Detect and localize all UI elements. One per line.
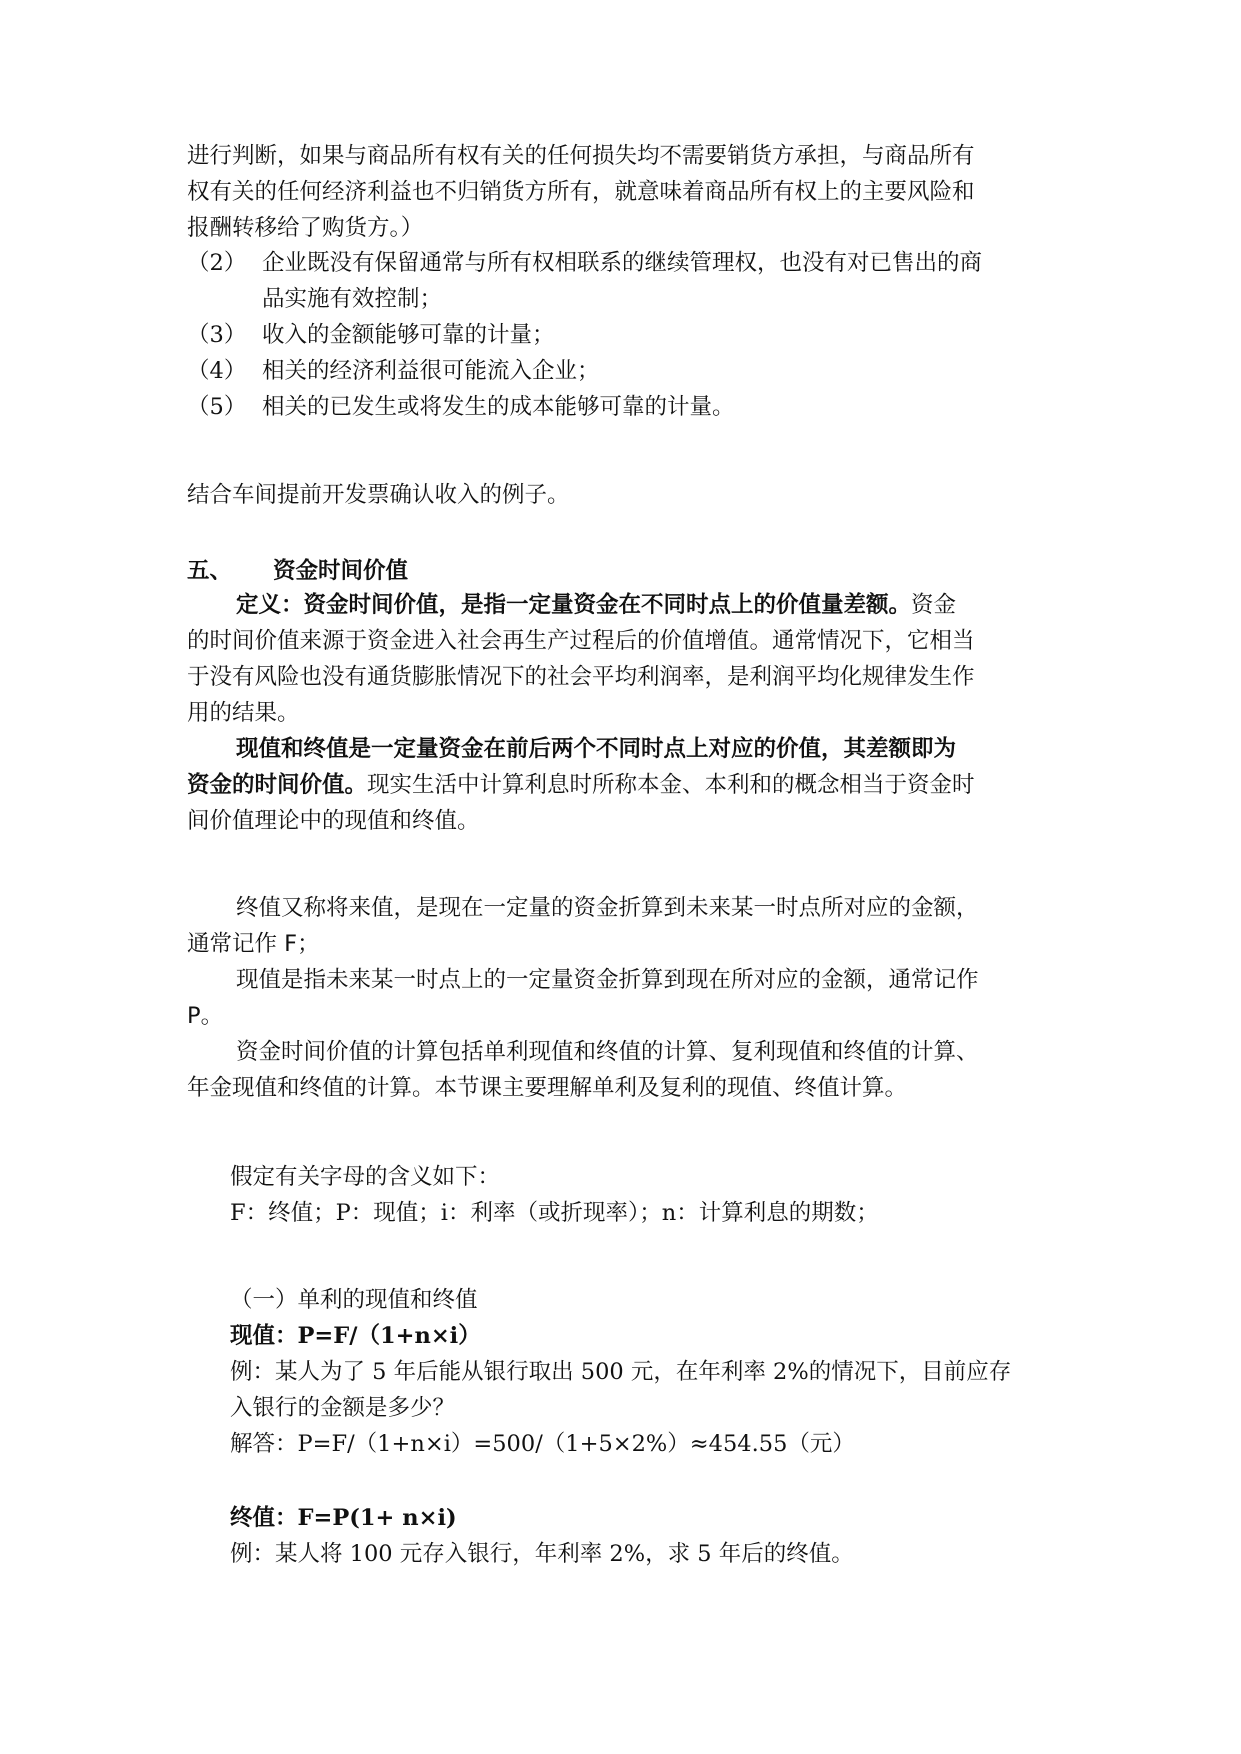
condition-2-line-1: 企业既没有保留通常与所有权相联系的继续管理权，也没有对已售出的商 (262, 250, 983, 276)
pv-fv-rest: 现实生活中计算利息时所称本金、本利和的概念相当于资金时 (367, 772, 975, 798)
definition-line-2: 的时间价值来源于资金进入社会再生产过程后的价值增值。通常情况下，它相当 (187, 628, 975, 654)
intro-line-1: 进行判断，如果与商品所有权有关的任何损失均不需要销货方承担，与商品所有 (187, 143, 975, 169)
condition-3-number: （3） (187, 322, 247, 348)
section-title: 资金时间价值 (273, 558, 409, 584)
intro-line-2: 权有关的任何经济利益也不归销货方所有，就意味着商品所有权上的主要风险和 (187, 179, 975, 205)
condition-4-text: 相关的经济利益很可能流入企业； (262, 358, 600, 384)
pv-def-line-1: 现值是指未来某一时点上的一定量资金折算到现在所对应的金额，通常记作 (236, 967, 979, 993)
definition-bold: 定义：资金时间价值，是指一定量资金在不同时点上的价值量差额。 (236, 592, 912, 618)
pv-def-line-2: P。 (187, 1003, 224, 1029)
intro-line-3: 报酬转移给了购货方。） (187, 215, 424, 241)
symbols-list: F：终值；P：现值；i：利率（或折现率）；n：计算利息的期数； (230, 1200, 879, 1226)
pv-answer: 解答：P=F/（1+n×i）=500/（1+5×2%）≈454.55（元） (230, 1431, 855, 1457)
fv-def-line-2: 通常记作 F； (187, 931, 320, 957)
condition-3-text: 收入的金额能够可靠的计量； (262, 322, 555, 348)
calc-line-2: 年金现值和终值的计算。本节课主要理解单利及复利的现值、终值计算。 (187, 1075, 908, 1101)
definition-rest: 资金 (911, 592, 957, 618)
pv-fv-bold-2: 资金的时间价值。 (187, 772, 368, 798)
pv-formula: 现值：P=F/（1+n×i） (230, 1323, 481, 1349)
pv-fv-line-3: 间价值理论中的现值和终值。 (187, 808, 480, 834)
fv-example: 例：某人将 100 元存入银行，年利率 2%，求 5 年后的终值。 (230, 1541, 854, 1567)
definition-line-1 (236, 590, 956, 620)
definition-line-4: 用的结果。 (187, 700, 300, 726)
fv-def-line-1: 终值又称将来值，是现在一定量的资金折算到未来某一时点所对应的金额， (236, 895, 979, 921)
condition-2-number: （2） (187, 250, 247, 276)
condition-5-number: （5） (187, 394, 247, 420)
pv-example-line-1: 例：某人为了 5 年后能从银行取出 500 元，在年利率 2%的情况下，目前应存 (230, 1359, 1012, 1385)
simple-heading: （一）单利的现值和终值 (230, 1287, 478, 1313)
condition-4-number: （4） (187, 358, 247, 384)
symbols-intro: 假定有关字母的含义如下： (230, 1164, 501, 1190)
calc-line-1: 资金时间价值的计算包括单利现值和终值的计算、复利现值和终值的计算、 (236, 1039, 979, 1065)
section-number: 五、 (187, 558, 233, 584)
pv-example-line-2: 入银行的金额是多少？ (230, 1395, 456, 1421)
condition-5-text: 相关的已发生或将发生的成本能够可靠的计量。 (262, 394, 735, 420)
pv-fv-line-2 (187, 770, 975, 800)
fv-formula: 终值：F=P(1+ n×i) (230, 1505, 457, 1531)
pv-fv-bold-line-1: 现值和终值是一定量资金在前后两个不同时点上对应的价值，其差额即为 (236, 736, 957, 762)
example-note: 结合车间提前开发票确认收入的例子。 (187, 482, 570, 508)
condition-2-line-2: 品实施有效控制； (262, 286, 443, 312)
definition-line-3: 于没有风险也没有通货膨胀情况下的社会平均利润率，是利润平均化规律发生作 (187, 664, 975, 690)
